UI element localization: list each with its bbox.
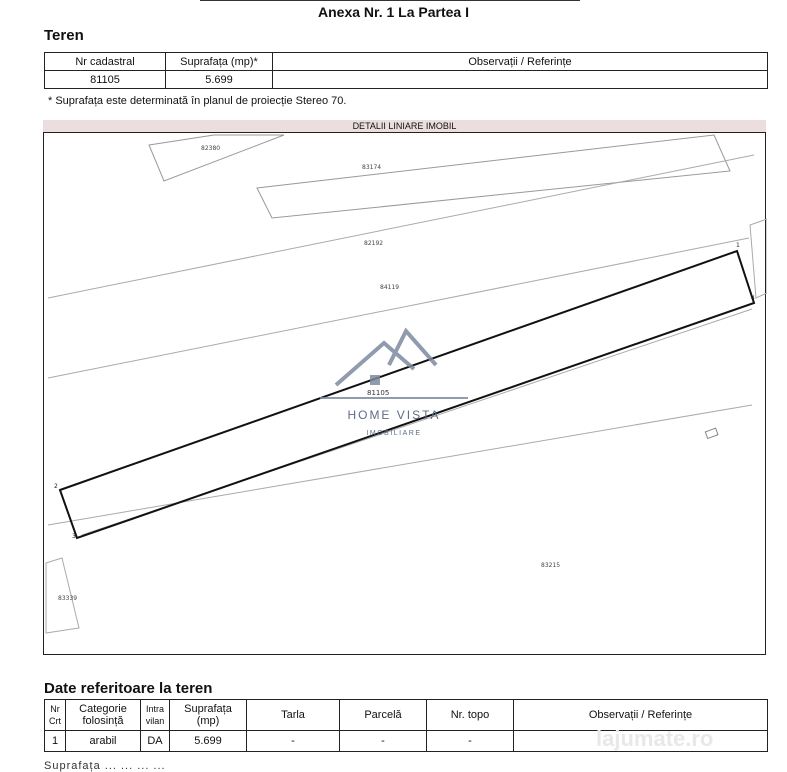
parcel-right-outline bbox=[750, 219, 767, 298]
header-categorie bbox=[66, 700, 141, 731]
cell-parcela: - bbox=[340, 731, 427, 752]
cell-observatii bbox=[273, 71, 768, 89]
window-icon bbox=[370, 375, 380, 385]
cut-off-text: Suprafața ... ... ... ... bbox=[44, 760, 166, 772]
label-82380: 82380 bbox=[201, 145, 221, 152]
header-nr-crt-line2: Crt bbox=[49, 716, 61, 726]
small-structure bbox=[705, 428, 718, 438]
watermark-tagline: IMOBILIARE bbox=[366, 430, 422, 437]
header-nr-crt-line1: Nr bbox=[50, 704, 60, 714]
cadastral-plan bbox=[43, 132, 766, 655]
plan-drawing bbox=[44, 133, 767, 656]
header-suprafata-line2: (mp) bbox=[196, 715, 220, 727]
header-nr-topo: Nr. topo bbox=[427, 700, 514, 731]
header-observatii: Observații / Referințe bbox=[273, 53, 768, 71]
table-header-row bbox=[45, 53, 768, 71]
header-observatii: Observații / Referințe bbox=[514, 700, 768, 731]
vertex-label-2: 2 bbox=[54, 483, 58, 490]
cell-suprafata: 5.699 bbox=[170, 731, 247, 752]
label-83174: 83174 bbox=[362, 164, 382, 171]
date-heading: Date referitoare la teren bbox=[44, 680, 213, 697]
parcel-line-c bbox=[48, 405, 752, 525]
cell-intravilan: DA bbox=[141, 731, 170, 752]
site-watermark: lajumate.ro bbox=[596, 726, 714, 751]
teren-table bbox=[44, 52, 768, 89]
parcel-81105-outline bbox=[60, 251, 754, 538]
vertex-label-3: 3 bbox=[72, 533, 76, 540]
footnote: * Suprafața este determinată în planul de proiecție Stereo 70. bbox=[48, 95, 347, 107]
header-intravilan-line1: Intra bbox=[145, 704, 164, 714]
cell-suprafata: 5.699 bbox=[166, 71, 273, 89]
header-nr-crt bbox=[45, 700, 66, 731]
roof-right-icon bbox=[389, 331, 436, 365]
watermark-logo bbox=[320, 331, 468, 398]
page-title: Anexa Nr. 1 La Partea I bbox=[318, 4, 469, 20]
label-81105: 81105 bbox=[367, 389, 390, 397]
parcel-83174-outline bbox=[257, 135, 730, 218]
label-84119: 84119 bbox=[380, 284, 400, 291]
label-83339: 83339 bbox=[58, 595, 78, 602]
cell-categorie: arabil bbox=[66, 731, 141, 752]
label-82192: 82192 bbox=[364, 240, 384, 247]
header-parcela: Parcelă bbox=[340, 700, 427, 731]
parcel-line-a bbox=[48, 155, 754, 298]
teren-heading: Teren bbox=[44, 27, 84, 44]
header-categorie-line2: folosință bbox=[82, 715, 124, 727]
detalii-band: DETALII LINIARE IMOBIL bbox=[43, 120, 766, 132]
table-row bbox=[45, 71, 768, 89]
cell-nr-cadastral: 81105 bbox=[45, 71, 166, 89]
header-tarla: Tarla bbox=[247, 700, 340, 731]
header-suprafata: Suprafața (mp)* bbox=[166, 53, 273, 71]
vertex-label-1: 1 bbox=[736, 242, 740, 249]
header-suprafata bbox=[170, 700, 247, 731]
top-rule bbox=[200, 0, 580, 1]
header-categorie-line1: Categorie bbox=[79, 703, 127, 715]
cell-nr-crt: 1 bbox=[45, 731, 66, 752]
label-83215: 83215 bbox=[541, 562, 561, 569]
watermark-brand: HOME VISTA bbox=[347, 408, 441, 422]
parcel-82380-outline bbox=[149, 135, 284, 181]
header-nr-cadastral: Nr cadastral bbox=[45, 53, 166, 71]
cell-tarla: - bbox=[247, 731, 340, 752]
header-suprafata-line1: Suprafața bbox=[184, 703, 232, 715]
header-intravilan-line2: vilan bbox=[145, 716, 165, 726]
vertex-label-4: 4 bbox=[751, 295, 755, 302]
header-intravilan bbox=[141, 700, 170, 731]
cell-nr-topo: - bbox=[427, 731, 514, 752]
